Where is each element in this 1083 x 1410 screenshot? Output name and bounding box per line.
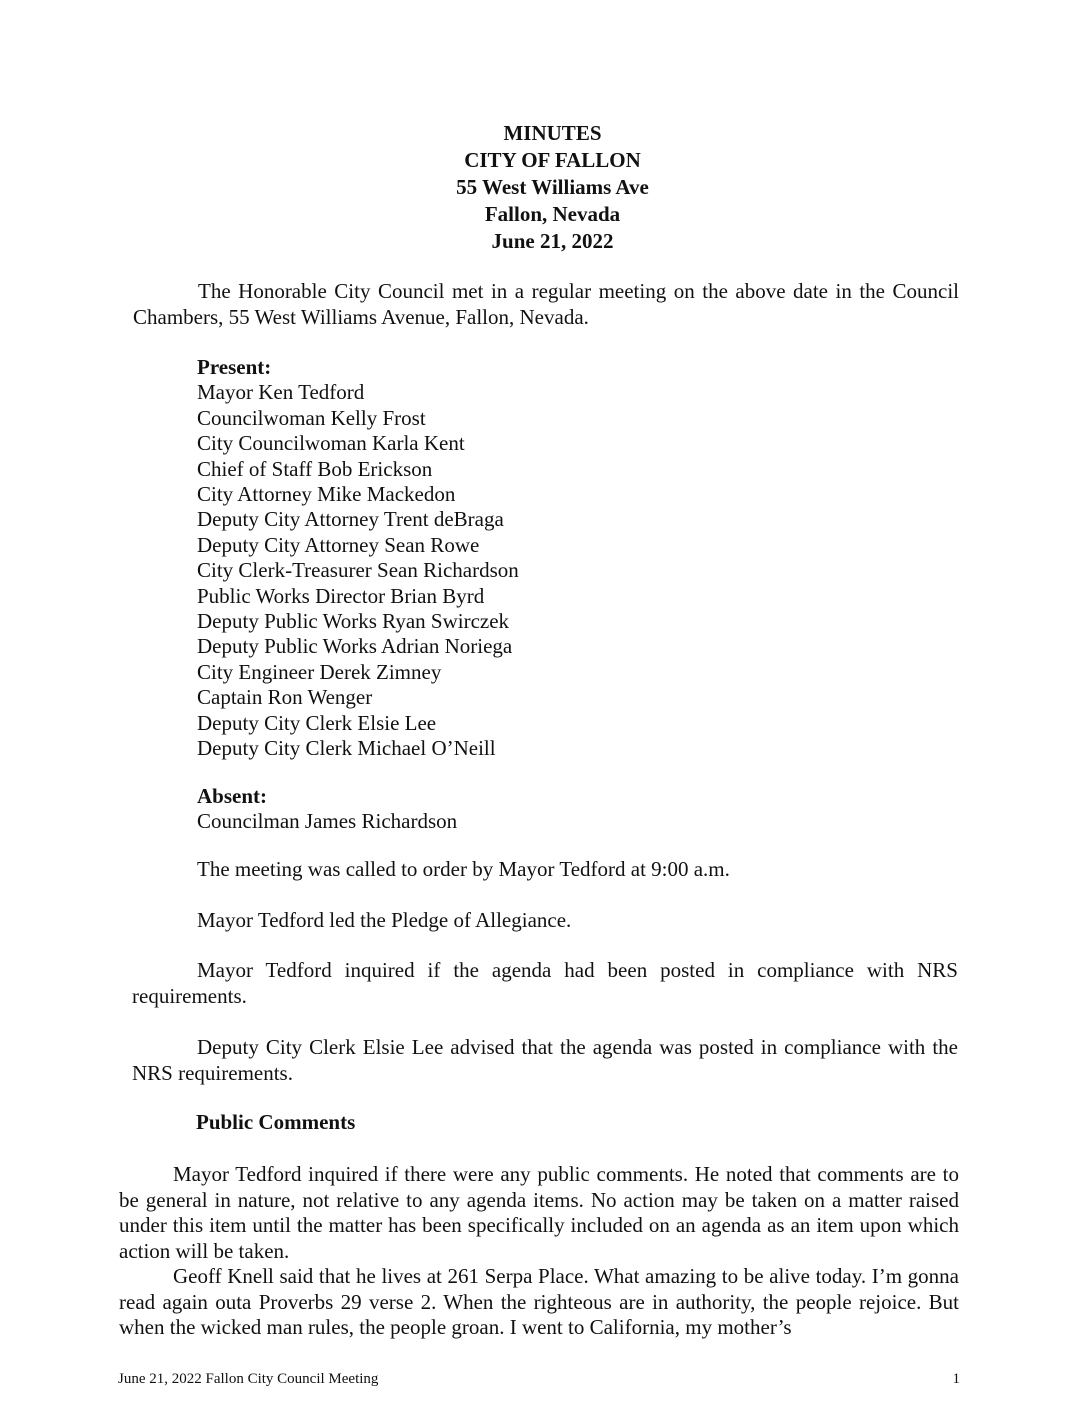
page-number: 1 [952, 1371, 960, 1387]
attendee: Captain Ron Wenger [197, 685, 373, 710]
document-header [0, 120, 1083, 255]
footer-meeting-label: June 21, 2022 Fallon City Council Meeting [118, 1371, 379, 1387]
present-section [197, 355, 519, 762]
attendee: Deputy Public Works Adrian Noriega [197, 634, 513, 659]
attendee: Public Works Director Brian Byrd [197, 583, 485, 608]
public-comments-heading: Public Comments [196, 1110, 356, 1134]
attendee: City Clerk-Treasurer Sean Richardson [197, 558, 519, 583]
attendee: Deputy City Clerk Elsie Lee [197, 710, 437, 735]
attendee: City Councilwoman Karla Kent [197, 431, 465, 456]
agenda-inquiry-paragraph: Mayor Tedford inquired if the agenda had been posted in compliance with NRS requirements. [132, 958, 958, 1008]
header-address: 55 West Williams Ave [456, 175, 649, 199]
public-comments-paragraph-1: Mayor Tedford inquired if there were any public comments. He noted that comments are to be general in nature, not relative to any agenda items. No action may be taken on a matter raised under this item until the matter has been specifically included on an agenda as an item upon which action will be taken. [119, 1162, 959, 1263]
header-city: CITY OF FALLON [464, 148, 641, 172]
header-minutes: MINUTES [503, 121, 602, 145]
pledge-line: Mayor Tedford led the Pledge of Allegiance. [197, 908, 572, 932]
attendee: Deputy City Attorney Sean Rowe [197, 532, 480, 557]
agenda-response-paragraph: Deputy City Clerk Elsie Lee advised that the agenda was posted in compliance with the NRS requirements. [132, 1035, 958, 1085]
header-date: June 21, 2022 [491, 229, 614, 253]
present-heading: Present: [197, 355, 272, 379]
attendee: City Engineer Derek Zimney [197, 659, 442, 684]
intro-paragraph: The Honorable City Council met in a regular meeting on the above date in the Council Chambers, 55 West Williams Avenue, Fallon, Nevada. [133, 279, 959, 329]
attendee: Deputy Public Works Ryan Swirczek [197, 609, 510, 634]
attendee: Deputy City Attorney Trent deBraga [197, 507, 504, 532]
header-location: Fallon, Nevada [484, 202, 621, 226]
public-comments-paragraph-2: Geoff Knell said that he lives at 261 Serpa Place. What amazing to be alive today. I’m gonna read again outa Proverbs 29 verse 2. When the righteous are in authority, the people rejoice. But when the wicked man rules, the people groan. I went to California, my mother’s [119, 1264, 959, 1339]
call-to-order: The meeting was called to order by Mayor Tedford at 9:00 a.m. [197, 857, 730, 881]
attendee: Deputy City Clerk Michael O’Neill [197, 736, 496, 761]
absent-heading: Absent: [197, 784, 268, 808]
absentee: Councilman James Richardson [197, 809, 458, 834]
attendee: City Attorney Mike Mackedon [197, 482, 456, 507]
attendee: Councilwoman Kelly Frost [197, 405, 426, 430]
attendee: Mayor Ken Tedford [197, 380, 365, 405]
page-footer [118, 1370, 960, 1388]
attendee: Chief of Staff Bob Erickson [197, 456, 433, 481]
absent-section [197, 784, 457, 835]
